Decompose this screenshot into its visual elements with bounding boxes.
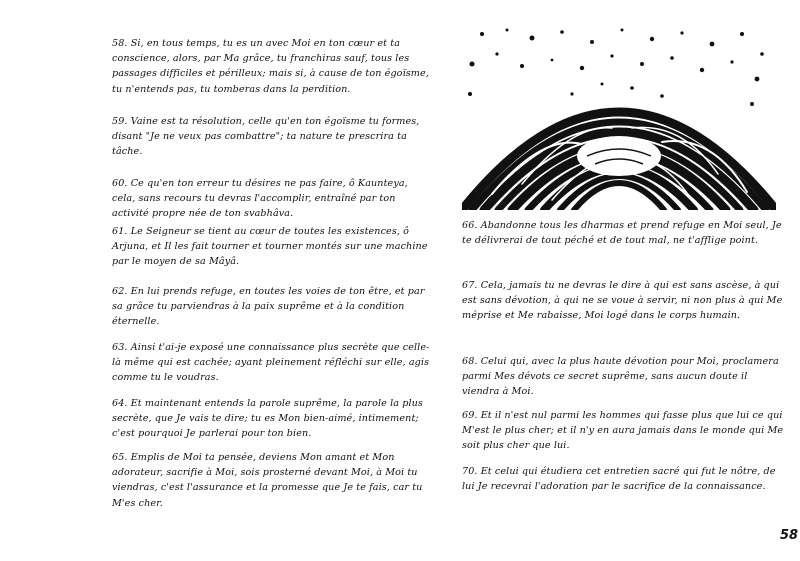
- verse-68: 68. Celui qui, avec la plus haute dévotion pour Moi, proclamera parmi Mes dévots ce secret suprême, sans aucun doute il viendra à Moi.: [462, 356, 779, 398]
- verse-70: 70. Et celui qui étudiera cet entretien sacré qui fut le nôtre, de lui Je recevrai l'adoration par le sacrifice de la connaissance.: [462, 466, 776, 493]
- verse-65: 65. Emplis de Moi ta pensée, deviens Mon amant et Mon adorateur, sacrifie à Moi, sois prosterné devant Moi, à Moi tu viendras, c'est l'assurance et la promesse que Je te fais, car tu M'es cher.: [112, 452, 423, 509]
- vortex-illustration: [462, 24, 776, 210]
- verse-69: 69. Et il n'est nul parmi les hommes qui fasse plus que lui ce qui M'est le plus cher; et il n'y en aura jamais dans le monde qui Me soit plus cher que lui.: [462, 410, 784, 452]
- verse-66: 66. Abandonne tous les dharmas et prend refuge en Moi seul, Je te délivrerai de tout péché et de tout mal, ne t'afflige point.: [462, 220, 782, 247]
- verse-61: 61. Le Seigneur se tient au cœur de toutes les existences, ô Arjuna, et Il les fait tourner et tourner montés sur une machine par le moyen de sa Mâyâ.: [112, 226, 428, 268]
- page-number: 58: [780, 528, 799, 543]
- verse-59: 59. Vaine est ta résolution, celle qu'en ton égoïsme tu formes, disant "Je ne veux pas combattre"; ta nature te prescrira ta tâche.: [112, 116, 420, 158]
- verse-58: 58. Si, en tous temps, tu es un avec Moi en ton cœur et ta conscience, alors, par Ma grâce, tu franchiras sauf, tous les passages difficiles et périlleux; mais si, à cause de ton égoïsme, tu n'entends pas, tu tomberas dans la perdition.: [112, 38, 429, 95]
- verse-64: 64. Et maintenant entends la parole suprême, la parole la plus secrète, que Je vais te dire; tu es Mon bien-aimé, intimement; c'est pourquoi Je parlerai pour ton bien.: [112, 398, 423, 440]
- verse-63: 63. Ainsi t'ai-je exposé une connaissance plus secrète que celle-là même qui est cachée; ayant pleinement réfléchi sur elle, agis comme tu le voudras.: [112, 342, 430, 384]
- verse-62: 62. En lui prends refuge, en toutes les voies de ton être, et par sa grâce tu parviendras à la paix suprême et à la condition éternelle.: [112, 286, 425, 328]
- verse-67: 67. Cela, jamais tu ne devras le dire à qui est sans ascèse, à qui est sans dévotion, à qui ne se voue à servir, ni non plus à qui Me méprise et Me rabaisse, Moi logé dans le corps humain.: [462, 280, 783, 322]
- verse-60: 60. Ce qu'en ton erreur tu désires ne pas faire, ô Kaunteya, cela, sans recours tu devras l'accomplir, entraîné par ton activité propre née de ton svabhâva.: [112, 178, 408, 220]
